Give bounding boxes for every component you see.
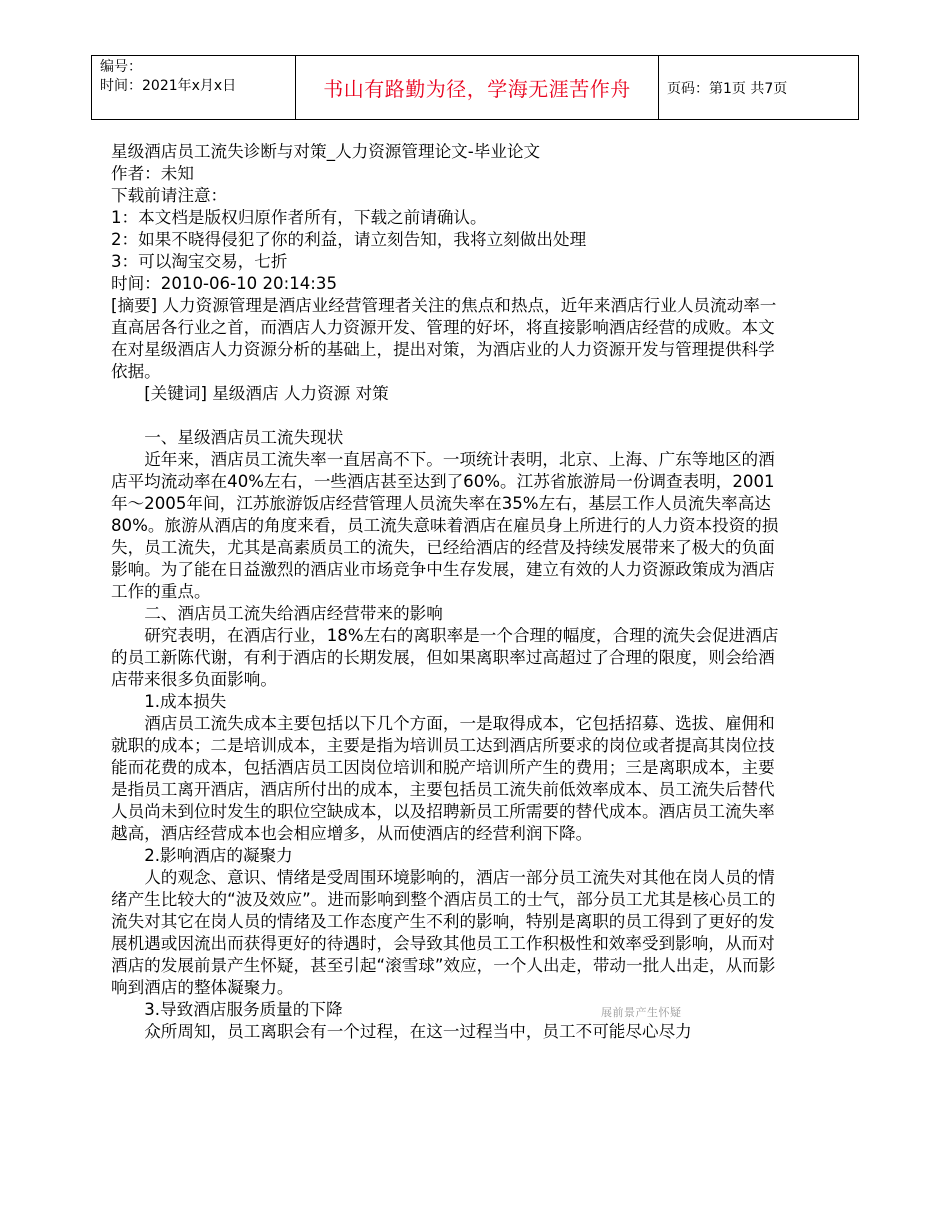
page-number-info: 页码：第1页 共7页 bbox=[659, 56, 859, 120]
abstract-paragraph: [摘要] 人力资源管理是酒店业经营管理者关注的焦点和热点，近年来酒店行业人员流动率一直高居各行业之首，而酒店人力资源开发、管理的好坏，将直接影响酒店经营的成败。本文在对星级酒店人力资源分析的基础上，提出对策，为酒店业的人力资源开发与管理提供科学依据。 bbox=[111, 296, 777, 381]
section-heading: 一、星级酒店员工流失现状 bbox=[144, 428, 344, 447]
overlay-stamp-text: 展前景产生怀疑 bbox=[601, 1006, 682, 1019]
download-notice-item: 2：如果不晓得侵犯了你的利益，请立刻告知，我将立刻做出处理 bbox=[111, 230, 587, 249]
body-paragraph: 人的观念、意识、情绪是受周围环境影响的，酒店一部分员工流失对其他在岗人员的情绪产生比较大的“波及效应”。进而影响到整个酒店员工的士气，部分员工尤其是核心员工的流失对其它在岗人员的情绪及工作态度产生不利的影响，特别是离职的员工得到了更好的发展机遇或因流出而获得更好的待遇时，会导致其他员工工作积极性和效率受到影响，从而对酒店的发展前景产生怀疑，甚至引起“滚雪球”效应，一个人出走，带动一批人出走，从而影响到酒店的整体凝聚力。 bbox=[111, 868, 776, 997]
body-paragraph: 酒店员工流失成本主要包括以下几个方面，一是取得成本，它包括招募、选拔、雇佣和就职的成本；二是培训成本，主要是指为培训员工达到酒店所要求的岗位或者提高其岗位技能而花费的成本，包括酒店员工因岗位培训和脱产培训所产生的费用；三是离职成本，主要是指员工离开酒店，酒店所付出的成本，主要包括员工流失前低效率成本、员工流失后替代人员尚未到位时发生的职位空缺成本，以及招聘新员工所需要的替代成本。酒店员工流失率越高，酒店经营成本也会相应增多，从而使酒店的经营利润下降。 bbox=[111, 714, 775, 843]
body-paragraph: 众所周知，员工离职会有一个过程，在这一过程当中，员工不可能尽心尽力 bbox=[144, 1022, 692, 1041]
subsection-heading: 2.影响酒店的凝聚力 bbox=[144, 846, 293, 865]
blank-line bbox=[111, 405, 791, 427]
document-author: 作者：未知 bbox=[111, 164, 194, 183]
keywords-line: [关键词] 星级酒店 人力资源 对策 bbox=[144, 384, 389, 403]
document-time-label: 时间：2021年x月x日 bbox=[100, 78, 237, 94]
download-notice-heading: 下载前请注意： bbox=[111, 186, 228, 205]
body-paragraph: 研究表明，在酒店行业，18%左右的离职率是一个合理的幅度，合理的流失会促进酒店的员工新陈代谢，有利于酒店的长期发展，但如果离职率过高超过了合理的限度，则会给酒店带来很多负面影响。 bbox=[111, 626, 779, 689]
subsection-heading: 1.成本损失 bbox=[144, 692, 227, 711]
document-title: 星级酒店员工流失诊断与对策_人力资源管理论文-毕业论文 bbox=[111, 142, 541, 161]
subsection-heading: 3.导致酒店服务质量的下降 bbox=[144, 1000, 343, 1019]
download-notice-item: 1：本文档是版权归原作者所有，下载之前请确认。 bbox=[111, 208, 487, 227]
body-paragraph: 近年来，酒店员工流失率一直居高不下。一项统计表明，北京、上海、广东等地区的酒店平均流动率在40%左右，一些酒店甚至达到了60%。江苏省旅游局一份调查表明，2001年～2005年间，江苏旅游饭店经营管理人员流失率在35%左右，基层工作人员流失率高达80%。旅游从酒店的角度来看，员工流失意味着酒店在雇员身上所进行的人力资本投资的损失，员工流失，尤其是高素质员工的流失，已经给酒店的经营及持续发展带来了极大的负面影响。为了能在日益激烈的酒店业市场竞争中生存发展，建立有效的人力资源政策成为酒店工作的重点。 bbox=[111, 450, 779, 601]
document-number-label: 编号： bbox=[100, 59, 142, 75]
section-heading: 二、酒店员工流失给酒店经营带来的影响 bbox=[144, 604, 443, 623]
header-meta-cell bbox=[92, 56, 296, 120]
document-body bbox=[111, 141, 791, 1043]
download-notice-item: 3：可以淘宝交易，七折 bbox=[111, 252, 288, 271]
header-slogan: 书山有路勤为径，学海无涯苦作舟 bbox=[296, 56, 659, 120]
publish-time: 时间：2010-06-10 20:14:35 bbox=[111, 274, 338, 293]
document-header-table bbox=[91, 55, 859, 120]
